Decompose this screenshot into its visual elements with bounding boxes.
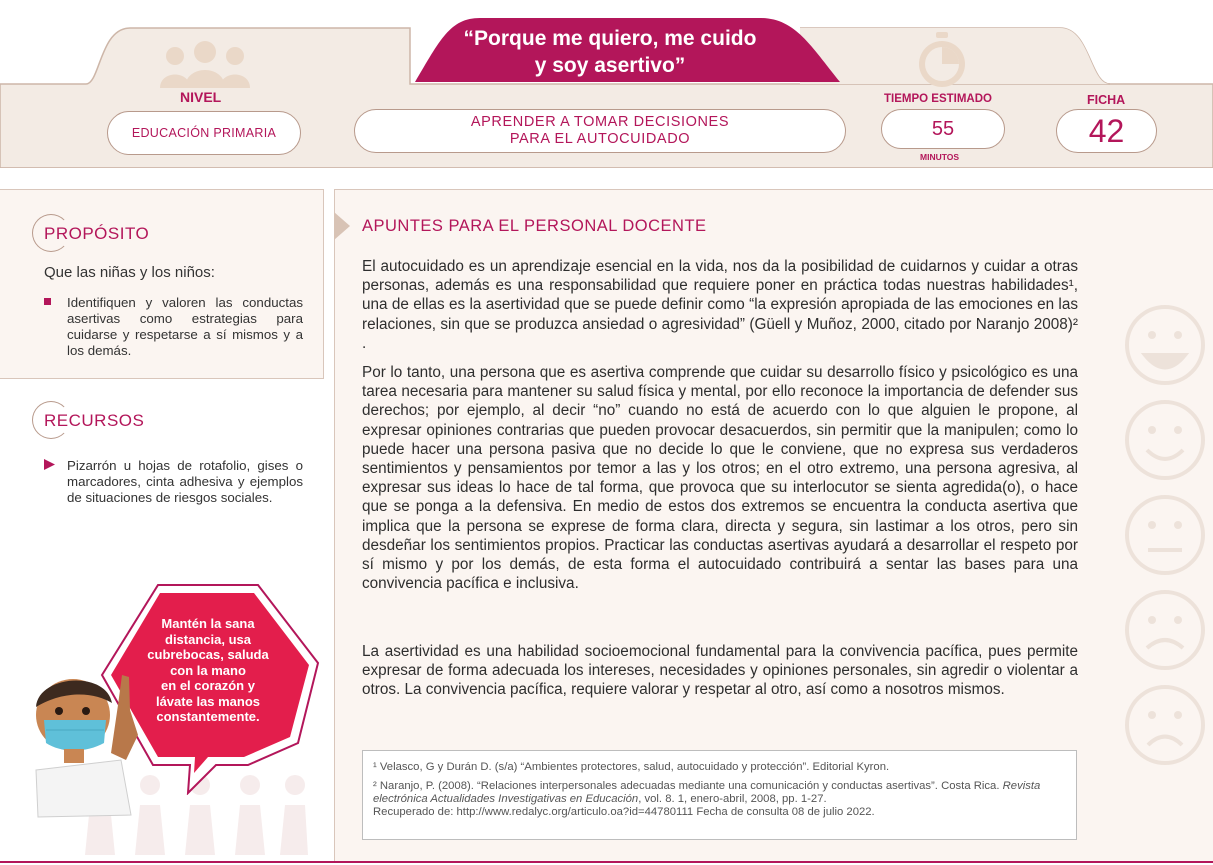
triangle-bullet-icon — [44, 459, 55, 470]
paragraph-2: Por lo tanto, una persona que es asertiva comprende que cuidar su desarrollo físico y psicológico es una tarea necesaria para mantener su salud física y mental, por ello reconoce la importancia de defender sus derechos; por ejemplo, al decir “no” cuando no está de acuerdo con lo que alguien le propone, al expresar opiniones contrarias que pueden provocar desacuerdos, sin permitir que la manipulen; como lo puede hacer una persona pasiva que no decide lo que le conviene, que no expresa sus verdaderos sentimientos y pensamientos por temor a las y los otros; en el otro extremo, una persona agresiva, al expresar sus ideas lo hace de tal forma, que provoca que su interlocutor se sienta agredida(o), o hace que se ponga a la defensiva. En medio de estos dos extremos se encuentra la conducta asertiva que implica que la persona se exprese de forma clara, directa y segura, sin lastimar a los otros, pero sin desdeñar los sentimientos propios. Practicar las conductas asertivas ayudará a desarrollar el respeto por sí mismo y por los demás, de esta forma el autocuidado contribuirá a sentar las bases para una convivencia pacífica e inclusiva. — [362, 364, 1078, 593]
main-heading: APUNTES PARA EL PERSONAL DOCENTE — [362, 217, 707, 235]
tiempo-unit: MINUTOS — [920, 152, 960, 162]
nivel-label: NIVEL — [180, 89, 222, 105]
recursos-bullet: Pizarrón u hojas de rotafolio, gises o marcadores, cinta adhesiva y ejemplos de situaciones de riesgos sociales. — [67, 458, 303, 505]
proposito-title: PROPÓSITO — [44, 224, 150, 243]
recursos-title: RECURSOS — [44, 411, 145, 430]
footnotes-box — [362, 750, 1077, 840]
tiempo-label: TIEMPO ESTIMADO — [884, 93, 992, 105]
paragraph-3: La asertividad es una habilidad socioemocional fundamental para la convivencia pacífica, pues permite expresar de forma adecuada los intereses, necesidades y opiniones personales, sin agredir o violentar a otros. La convivencia pacífica, requiere valorar y respetar al otro, así como a nosotros mismos. — [362, 643, 1078, 699]
paragraph-1: El autocuidado es un aprendizaje esencial en la vida, nos da la posibilidad de cuidarnos y cuidar a otras personas, además es una responsabilidad que requiere poner en práctica todas nuestras habilidades¹, una de ellas es la asertividad que se puede definir como “la expresión apropiada de las emociones en las relaciones, sin que se produzca ansiedad o agresividad” (Güell y Muñoz, 2000, citado por Naranjo 2008)² . — [362, 258, 1078, 352]
footnote-1: ¹ Velasco, G y Durán D. (s/a) “Ambientes protectores, salud, autocuidado y protección”. Editorial Kyron. — [373, 761, 890, 773]
topic-pill: APRENDER A TOMAR DECISIONES PARA EL AUTOCUIDADO — [354, 109, 846, 153]
bottom-rule — [0, 861, 1213, 863]
tiempo-value: 55 — [881, 109, 1005, 149]
ficha-label: FICHA — [1087, 93, 1126, 107]
section-marker-icon — [334, 212, 350, 240]
reminder-text: Mantén la sana distancia, usa cubrebocas, saluda con la mano en el corazón y lávate las manos constantemente. — [147, 616, 269, 724]
page-title: “Porque me quiero, me cuido y soy asertivo” — [463, 27, 757, 77]
emotion-faces-icon — [1120, 300, 1213, 780]
stopwatch-icon — [912, 30, 972, 90]
square-bullet-icon — [44, 298, 51, 305]
nivel-value: EDUCACIÓN PRIMARIA — [107, 111, 301, 155]
child-mask-illustration — [26, 665, 146, 820]
proposito-intro: Que las niñas y los niños: — [44, 264, 215, 281]
proposito-bullet: Identifiquen y valoren las conductas asertivas como estrategias para cuidarse y respetarse a sí mismos y a los demás. — [67, 295, 303, 358]
ficha-value: 42 — [1056, 109, 1157, 153]
people-icon — [155, 40, 255, 90]
footnote-2: ² Naranjo, P. (2008). “Relaciones interpersonales adecuadas mediante una comunicación y conductas asertivas”. Costa Rica. Revista electrónica Actualidades Investigativas en Educación, vol. 8. 1, enero-abril, 2008, pp. 1-27. Recuperado de: http://www.redalyc.org/articulo.oa?id=44780111 Fecha de consulta 08 de julio 2022. — [373, 780, 1041, 818]
